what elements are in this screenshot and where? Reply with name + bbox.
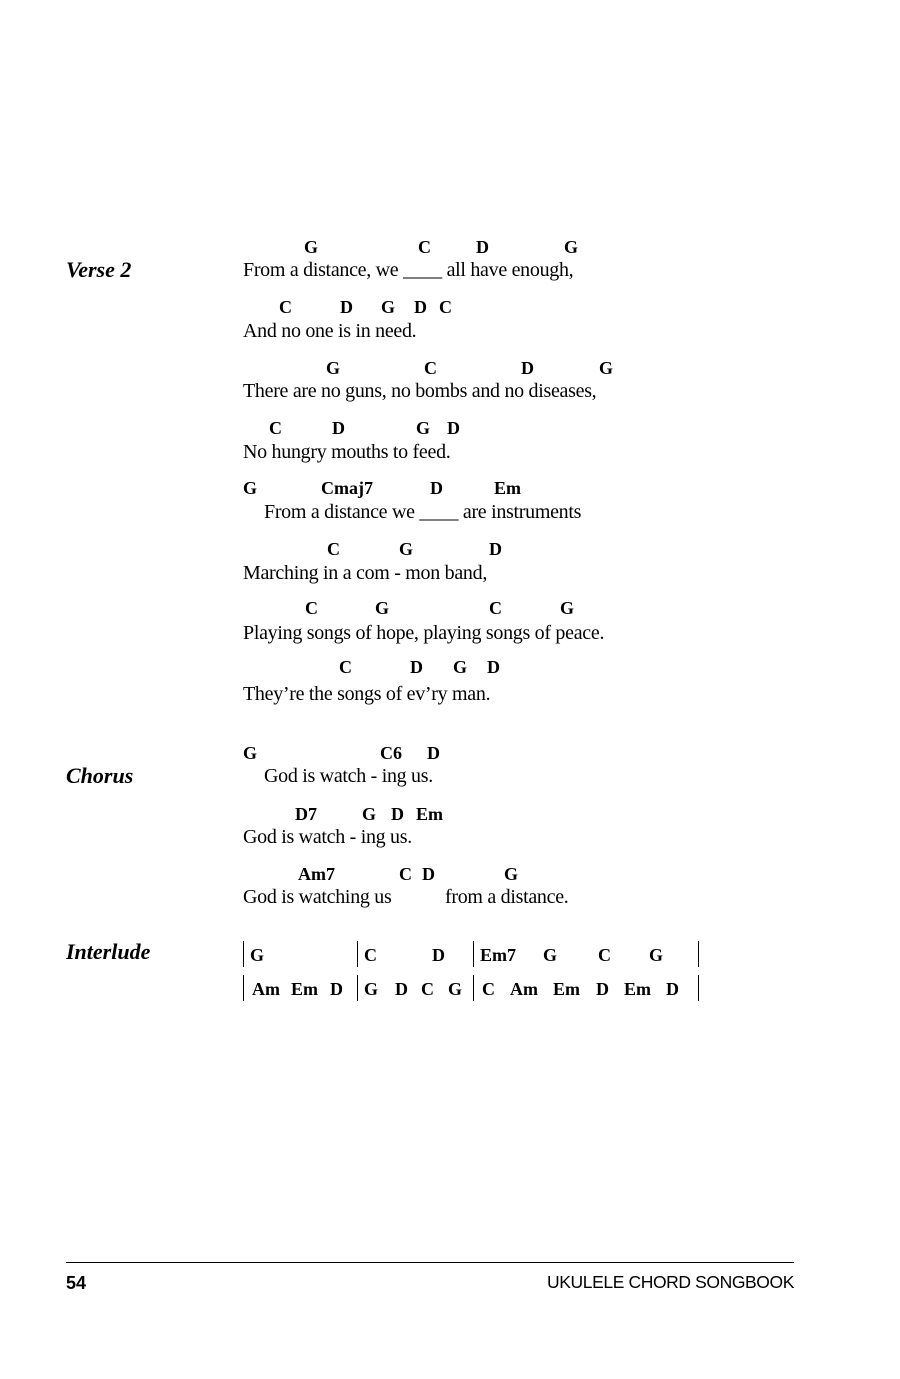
chord: G — [543, 945, 558, 965]
section-label-interlude: Interlude — [66, 939, 151, 964]
chord: Em — [624, 979, 651, 999]
chord: G — [243, 743, 258, 763]
bar-line — [473, 975, 474, 1001]
lyric-line: From a distance, we ____ all have enough, — [243, 259, 574, 281]
page-number: 54 — [66, 1273, 87, 1293]
chord: C — [482, 979, 495, 999]
chord: G — [649, 945, 664, 965]
chord: D — [410, 657, 423, 677]
chord: C — [421, 979, 434, 999]
lyric-line: God is watching us — [243, 886, 392, 908]
lyric-line: from a distance. — [445, 886, 569, 908]
chord: D — [447, 418, 460, 438]
lyric-line: Playing songs of hope, playing songs of peace. — [243, 622, 605, 644]
chord: G — [326, 358, 341, 378]
lyric-line: God is watch - ing us. — [243, 826, 412, 848]
chord: G — [364, 979, 379, 999]
chord: C6 — [380, 743, 402, 763]
chord: D — [427, 743, 440, 763]
chord: D — [521, 358, 534, 378]
bar-line — [357, 941, 358, 967]
chord: C — [598, 945, 611, 965]
lyric-line: From a distance we ____ are instruments — [264, 501, 582, 523]
chord: D — [330, 979, 343, 999]
chord: D — [340, 297, 353, 317]
bar-line — [243, 975, 244, 1001]
chord: D — [395, 979, 408, 999]
chord: Em — [291, 979, 318, 999]
chord: D — [476, 237, 489, 257]
chord: G — [362, 804, 377, 824]
chord: Am — [510, 979, 538, 999]
chord: G — [453, 657, 468, 677]
chord: Cmaj7 — [321, 478, 373, 498]
bar-line — [243, 941, 244, 967]
bar-line — [473, 941, 474, 967]
lyric-line: Marching in a com - mon band, — [243, 562, 488, 584]
chord: D — [422, 864, 435, 884]
bar-line — [698, 941, 699, 967]
chord: G — [599, 358, 614, 378]
chord: C — [418, 237, 431, 257]
chord: Em — [494, 478, 521, 498]
chord: G — [399, 539, 414, 559]
bar-line — [698, 975, 699, 1001]
chord: C — [439, 297, 452, 317]
section-label-chorus: Chorus — [66, 763, 134, 788]
chord: Em — [416, 804, 443, 824]
chord: Am — [252, 979, 280, 999]
chord: C — [424, 358, 437, 378]
chord: Em — [553, 979, 580, 999]
chord: D — [414, 297, 427, 317]
chord: D — [596, 979, 609, 999]
chord: D — [666, 979, 679, 999]
chord: G — [416, 418, 431, 438]
chord: C — [364, 945, 377, 965]
chord: G — [504, 864, 519, 884]
chord: C — [339, 657, 352, 677]
lyric-line: And no one is in need. — [243, 320, 417, 342]
chord: Am7 — [298, 864, 335, 884]
chord: G — [375, 598, 390, 618]
chord: C — [399, 864, 412, 884]
chord: D — [487, 657, 500, 677]
chord: Em7 — [480, 945, 516, 965]
book-title: UKULELE CHORD SONGBOOK — [547, 1272, 794, 1292]
section-label-verse-2: Verse 2 — [66, 257, 132, 282]
chord: G — [250, 945, 265, 965]
chord: G — [304, 237, 319, 257]
chord: G — [560, 598, 575, 618]
chord: C — [279, 297, 292, 317]
chord: G — [448, 979, 463, 999]
chord: G — [243, 478, 258, 498]
chord: D — [332, 418, 345, 438]
chord: G — [381, 297, 396, 317]
chord: G — [564, 237, 579, 257]
chord: D — [489, 539, 502, 559]
lyric-line: God is watch - ing us. — [264, 765, 433, 787]
footer-rule — [66, 1262, 794, 1263]
chord: C — [327, 539, 340, 559]
chord: D — [391, 804, 404, 824]
bar-line — [357, 975, 358, 1001]
chord: D — [430, 478, 443, 498]
chord: C — [269, 418, 282, 438]
lyric-line: No hungry mouths to feed. — [243, 441, 451, 463]
chord: D7 — [295, 804, 317, 824]
chord: C — [489, 598, 502, 618]
lyric-line: There are no guns, no bombs and no diseases, — [243, 380, 597, 402]
chord: C — [305, 598, 318, 618]
chord: D — [432, 945, 445, 965]
lyric-line: They’re the songs of ev’ry man. — [243, 683, 491, 705]
